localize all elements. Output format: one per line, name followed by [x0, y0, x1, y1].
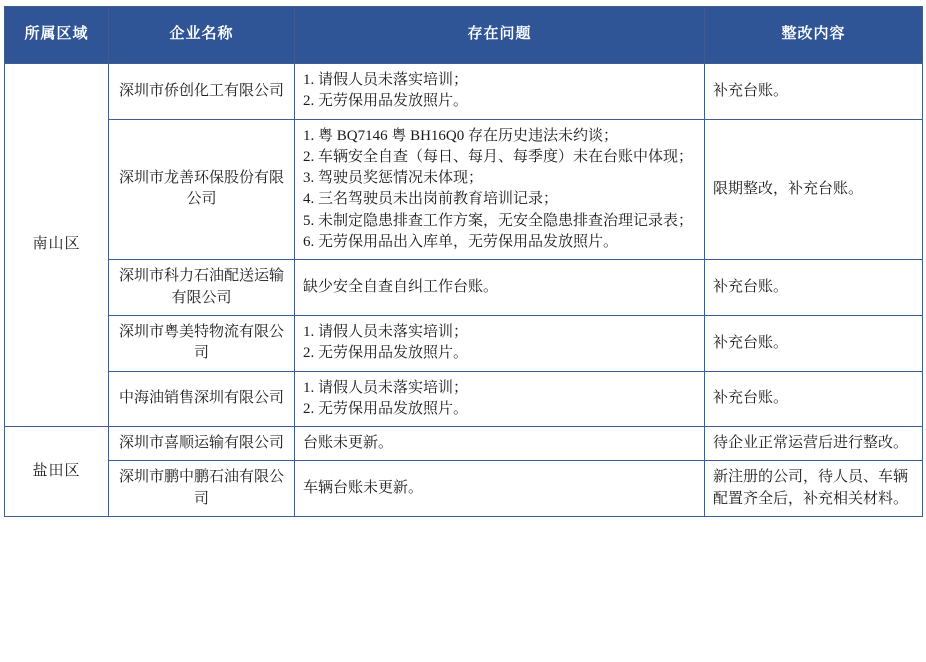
- fix-line: 限期整改，补充台账。: [713, 180, 864, 197]
- column-header-fix: 整改内容: [705, 7, 923, 64]
- issue-line: 2. 车辆安全自查（每日、每月、每季度）未在台账中体现；: [303, 148, 694, 165]
- region-cell-yantian: 盐田区: [5, 427, 109, 517]
- region-cell-nanshan: 南山区: [5, 64, 109, 427]
- table-row: [5, 315, 923, 371]
- issues-cell: [295, 260, 705, 316]
- issue-line: 2. 无劳保用品发放照片。: [303, 345, 469, 362]
- issue-line: 5. 未制定隐患排查工作方案，无安全隐患排查治理记录表；: [303, 212, 694, 229]
- table-row: [5, 260, 923, 316]
- fix-line: 新注册的公司，待人员、车辆配置齐全后，补充相关材料。: [713, 469, 909, 507]
- column-header-company: 企业名称: [109, 7, 295, 64]
- header-row: [5, 7, 923, 64]
- company-cell: 深圳市侨创化工有限公司: [109, 64, 295, 120]
- table-row: [5, 371, 923, 427]
- issue-line: 缺少安全自查自纠工作台账。: [303, 279, 499, 296]
- issues-cell: [295, 315, 705, 371]
- issues-cell: [295, 371, 705, 427]
- issue-line: 1. 请假人员未落实培训；: [303, 323, 469, 340]
- table-body: [5, 64, 923, 517]
- issues-cell: [295, 427, 705, 461]
- column-header-issues: 存在问题: [295, 7, 705, 64]
- table-row: [5, 64, 923, 120]
- issue-line: 车辆台账未更新。: [303, 480, 424, 497]
- table-row: [5, 427, 923, 461]
- fix-line: 补充台账。: [713, 279, 789, 296]
- issue-line: 1. 粤 BQ7146 粤 BH16Q0 存在历史违法未约谈；: [303, 127, 619, 144]
- company-cell: 深圳市粤美特物流有限公司: [109, 315, 295, 371]
- issue-line: 3. 驾驶员奖惩情况未体现；: [303, 170, 484, 187]
- issue-line: 4. 三名驾驶员未出岗前教育培训记录；: [303, 191, 559, 208]
- issue-line: 1. 请假人员未落实培训；: [303, 379, 469, 396]
- issues-cell: [295, 64, 705, 120]
- fix-cell: [705, 119, 923, 260]
- company-cell: 深圳市龙善环保股份有限公司: [109, 119, 295, 260]
- table-row: [5, 119, 923, 260]
- fix-line: 补充台账。: [713, 390, 789, 407]
- fix-line: 补充台账。: [713, 82, 789, 99]
- company-cell: 中海油销售深圳有限公司: [109, 371, 295, 427]
- issue-line: 1. 请假人员未落实培训；: [303, 72, 469, 88]
- issue-line: 6. 无劳保用品出入库单，无劳保用品发放照片。: [303, 234, 619, 251]
- issue-line: 台账未更新。: [303, 435, 394, 452]
- issue-line: 2. 无劳保用品发放照片。: [303, 400, 469, 417]
- company-cell: 深圳市鹏中鹏石油有限公司: [109, 461, 295, 517]
- fix-cell: [705, 315, 923, 371]
- fix-cell: [705, 461, 923, 517]
- issues-cell: [295, 119, 705, 260]
- fix-cell: [705, 371, 923, 427]
- fix-cell: [705, 64, 923, 120]
- company-cell: 深圳市喜顺运输有限公司: [109, 427, 295, 461]
- company-cell: 深圳市科力石油配送运输有限公司: [109, 260, 295, 316]
- fix-line: 待企业正常运营后进行整改。: [713, 435, 909, 452]
- fix-cell: [705, 427, 923, 461]
- issue-line: 2. 无劳保用品发放照片。: [303, 93, 469, 110]
- fix-line: 补充台账。: [713, 334, 789, 351]
- table-row: [5, 461, 923, 517]
- table-header: [5, 7, 923, 64]
- issues-cell: [295, 461, 705, 517]
- column-header-region: 所属区域: [5, 7, 109, 64]
- fix-cell: [705, 260, 923, 316]
- inspection-table: [4, 6, 923, 517]
